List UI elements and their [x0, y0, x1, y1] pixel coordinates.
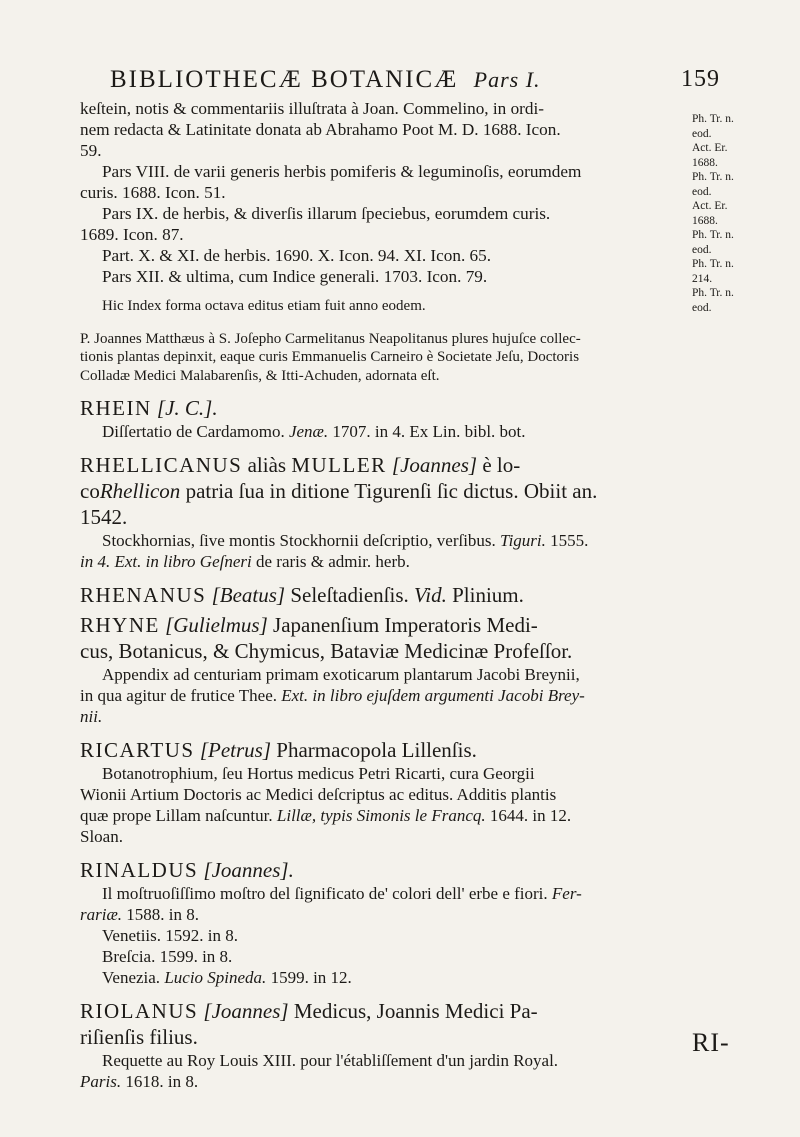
- margin-note: 1688.: [692, 156, 718, 169]
- note-block: [80, 330, 682, 386]
- margin-note: 1688.: [692, 214, 718, 227]
- margin-note: 214.: [692, 272, 713, 285]
- margin-note: eod.: [692, 243, 712, 256]
- main-text: [80, 98, 682, 1092]
- margin-note: Ph. Tr. n.: [692, 258, 734, 270]
- entry-given-name: [Petrus]: [199, 738, 272, 762]
- note-line: P. Joannes Matthæus à S. Joſepho Carmelitanus Neapolitanus plures hujuſce collec-: [80, 330, 581, 347]
- margin-note: Ph. Tr. n.: [692, 113, 734, 125]
- running-header: [110, 66, 720, 94]
- note-line: Colladæ Medici Malabarenſis, & Itti-Achuden, adornata eſt.: [80, 367, 440, 384]
- entry-riolanus: RIOLANUS [Joannes] Medicus, Joannis Medici Pa- riſienſis filius. Requette au Roy Louis XIII. pour l'établiſſement d'un jardin Royal. Paris. 1618. in 8.: [80, 999, 559, 1091]
- entry-rhein: RHEIN [J. C.]. Diſſertatio de Cardamomo. Jenæ. 1707. in 4. Ex Lin. bibl. bot.: [80, 396, 526, 441]
- entry-rinaldus: RINALDUS [Joannes]. Il moſtruoſiſſimo moſtro del ſignificato de' colori dell' erbe e fiori. Fer- rariæ. 1588. in 8. Venetiis. 1592. in 8. Breſcia. 1599. in 8. Venezia. Lucio Spineda. 1599. in 12.: [80, 858, 582, 987]
- margin-note: eod.: [692, 185, 712, 198]
- entry-name: RINALDUS: [80, 858, 199, 882]
- index-note: Hic Index forma octava editus etiam fuit anno eodem.: [102, 298, 426, 314]
- entry-rhellicanus: RHELLICANUS aliàs MULLER [Joannes] è lo- coRhellicon patria ſua in ditione Tigurenſi ſic dictus. Obiit an. 1542. Stockhornias, ſive montis Stockhornii deſcriptio, verſibus. Tiguri. 1555. in 4. Ext. in libro Geſneri de raris & admir. herb.: [80, 453, 598, 571]
- text-line: Part. X. & XI. de herbis. 1690. X. Icon. 94. XI. Icon. 65.: [102, 246, 492, 265]
- running-title: BIBLIOTHECÆ BOTANICÆ: [110, 66, 459, 93]
- text-line: keſtein, notis & commentariis illuſtrata à Joan. Commelino, in ordi-: [80, 99, 544, 118]
- margin-notes: [692, 112, 792, 315]
- entry-given-name: [Joannes]: [203, 999, 289, 1023]
- text-line: Pars IX. de herbis, & diverſis illarum ſpeciebus, eorumdem curis.: [102, 204, 551, 223]
- text-line: curis. 1688. Icon. 51.: [80, 183, 226, 202]
- entry-name: RHELLICANUS: [80, 453, 243, 477]
- text-line: Pars XII. & ultima, cum Indice generali. 1703. Icon. 79.: [102, 267, 488, 286]
- entry-rhyne: RHYNE [Gulielmus] Japanenſium Imperatoris Medi- cus, Botanicus, & Chymicus, Bataviæ Medicinæ Profeſſor. Appendix ad centuriam primam exoticarum plantarum Jacobi Breynii, in qua agitur de frutice Thee. Ext. in libro ejuſdem argumenti Jacobi Brey- nii.: [80, 613, 585, 726]
- catchword: RI-: [692, 1028, 730, 1057]
- entry-name: RICARTUS: [80, 738, 195, 762]
- margin-note: eod.: [692, 301, 712, 314]
- entry-given-name: [Gulielmus]: [165, 613, 268, 637]
- part-label: Pars I.: [473, 67, 541, 92]
- entry-given-name: [Joannes].: [203, 858, 294, 882]
- entry-rhenanus: RHENANUS [Beatus] Seleſtadienſis. Vid. Plinium.: [80, 583, 524, 607]
- text-line: Pars VIII. de varii generis herbis pomiferis & leguminoſis, eorumdem: [102, 162, 582, 181]
- text-line: nem redacta & Latinitate donata ab Abrahamo Poot M. D. 1688. Icon.: [80, 120, 561, 139]
- margin-note: Ph. Tr. n.: [692, 171, 734, 183]
- entry-name: RHYNE: [80, 613, 160, 637]
- text-line: 59.: [80, 141, 102, 160]
- top-block: [80, 98, 682, 316]
- entry-given-name: [Beatus]: [211, 583, 286, 607]
- entry-given-name: [J. C.].: [156, 396, 218, 420]
- entry-name: RHEIN: [80, 396, 152, 420]
- margin-note: eod.: [692, 127, 712, 140]
- text-line: 1689. Icon. 87.: [80, 225, 184, 244]
- entry-ricartus: RICARTUS [Petrus] Pharmacopola Lillenſis. Botanotrophium, ſeu Hortus medicus Petri Ricarti, cura Georgii Wionii Artium Doctoris ac Medici deſcriptus ac editus. Additis plantis quæ prope Lillam naſcuntur. Lillæ, typis Simonis le Francq. 1644. in 12. Sloan.: [80, 738, 572, 846]
- margin-note: Ph. Tr. n.: [692, 287, 734, 299]
- margin-note: Act. Er.: [692, 200, 728, 212]
- page-number: 159: [681, 66, 720, 92]
- note-line: tionis plantas depinxit, eaque curis Emmanuelis Carneiro è Societate Jeſu, Doctoris: [80, 349, 580, 365]
- entry-name: RHENANUS: [80, 583, 207, 607]
- margin-note: Ph. Tr. n.: [692, 229, 734, 241]
- entry-given-name: [Joannes]: [391, 453, 478, 477]
- entry-name: RIOLANUS: [80, 999, 199, 1023]
- margin-note: Act. Er.: [692, 142, 728, 154]
